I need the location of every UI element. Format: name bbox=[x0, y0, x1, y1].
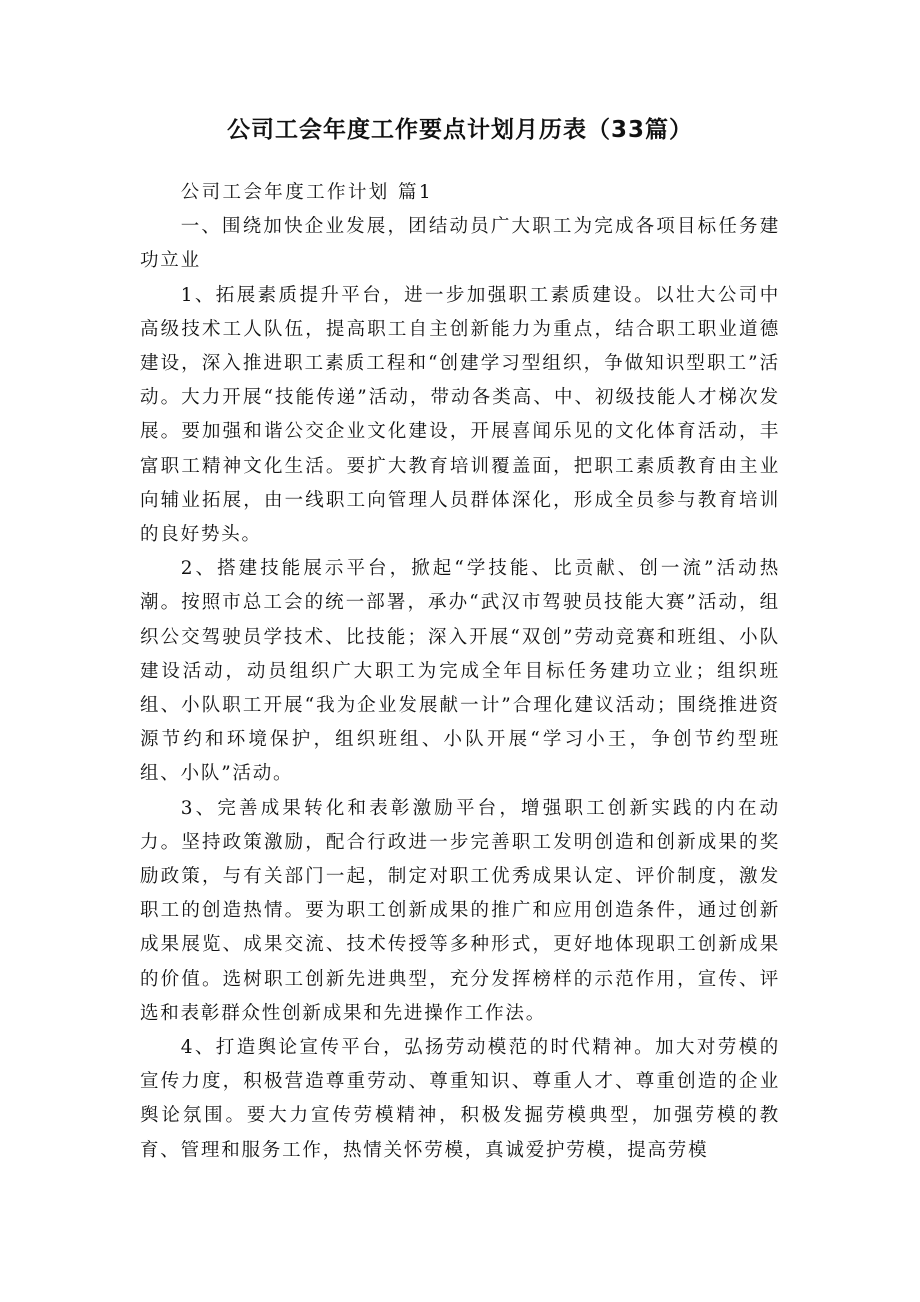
document-title: 公司工会年度工作要点计划月历表（33篇） bbox=[226, 117, 693, 143]
body-paragraph-4: 4、打造舆论宣传平台，弘扬劳动模范的时代精神。加大对劳模的宣传力度，积极营造尊重劳动、尊重知识、尊重人才、尊重创造的企业舆论氛围。要大力宣传劳模精神，积极发掘劳模典型，加强劳模的教育、管理和服务工作，热情关怀劳模，真诚爱护劳模，提高劳模 bbox=[140, 1037, 780, 1161]
body-paragraph-1: 1、拓展素质提升平台，进一步加强职工素质建设。以壮大公司中高级技术工人队伍，提高职工自主创新能力为重点，结合职工职业道德建设，深入推进职工素质工程和“创建学习型组织，争做知识型职工”活动。大力开展“技能传递”活动，带动各类高、中、初级技能人才梯次发展。要加强和谐公交企业文化建设，开展喜闻乐见的文化体育活动，丰富职工精神文化生活。要扩大教育培训覆盖面，把职工素质教育由主业向辅业拓展，由一线职工向管理人员群体深化，形成全员参与教育培训的良好势头。 bbox=[140, 284, 780, 546]
body-paragraph-2: 2、搭建技能展示平台，掀起“学技能、比贡献、创一流”活动热潮。按照市总工会的统一部署，承办“武汉市驾驶员技能大赛”活动，组织公交驾驶员学技术、比技能；深入开展“双创”劳动竞赛和班组、小队建设活动，动员组织广大职工为完成全年目标任务建功立业；组织班组、小队职工开展“我为企业发展献一计”合理化建议活动；围绕推进资源节约和环境保护，组织班组、小队开展“学习小王，争创节约型班组、小队”活动。 bbox=[140, 558, 780, 785]
section-heading: 公司工会年度工作计划 篇1 bbox=[180, 182, 434, 203]
body-paragraph-3: 3、完善成果转化和表彰激励平台，增强职工创新实践的内在动力。坚持政策激励，配合行政进一步完善职工发明创造和创新成果的奖励政策，与有关部门一起，制定对职工优秀成果认定、评价制度，激发职工的创造热情。要为职工创新成果的推广和应用创造条件，通过创新成果展览、成果交流、技术传授等多种形式，更好地体现职工创新成果的价值。选树职工创新先进典型，充分发挥榜样的示范作用，宣传、评选和表彰群众性创新成果和先进操作工作法。 bbox=[140, 797, 780, 1024]
subsection-heading: 一、围绕加快企业发展，团结动员广大职工为完成各项目标任务建功立业 bbox=[140, 216, 780, 272]
document-body bbox=[140, 176, 780, 1168]
